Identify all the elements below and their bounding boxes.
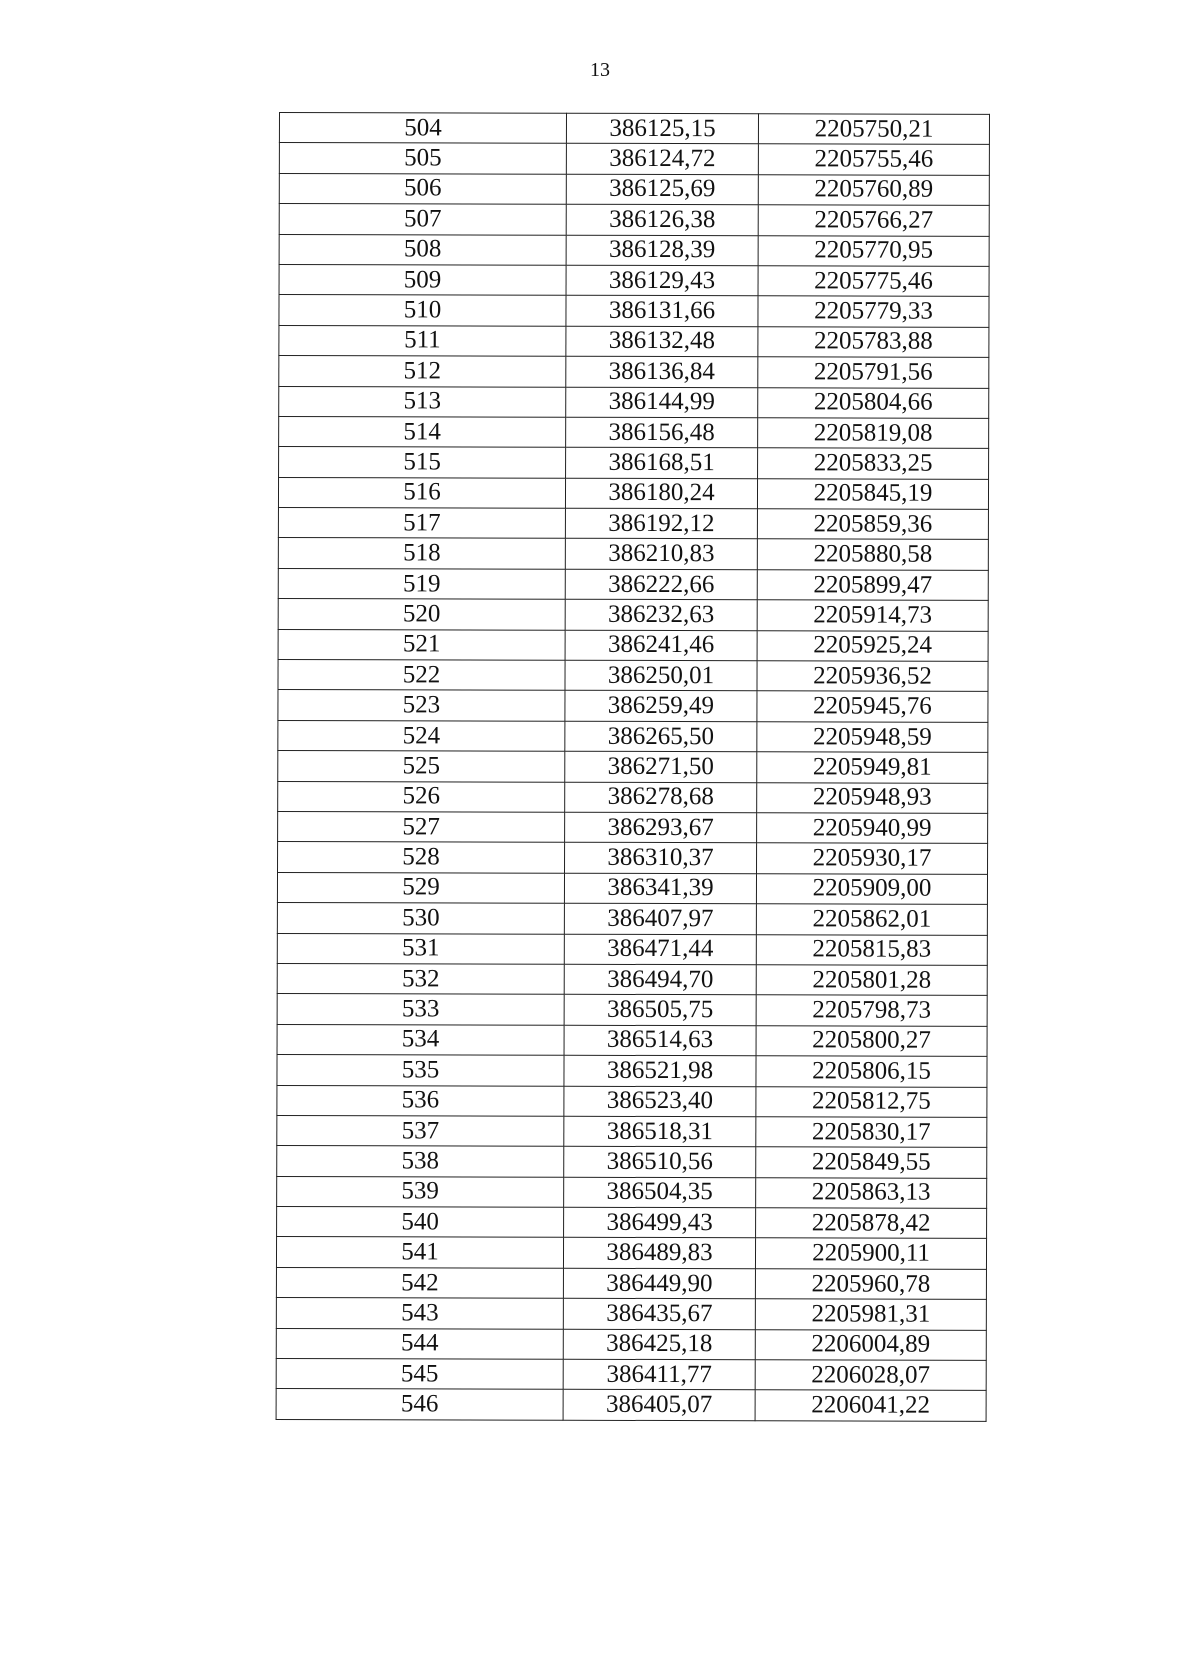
point-number-cell: 536 [277,1085,564,1116]
point-number-cell: 528 [278,842,565,873]
table-row [277,933,987,965]
y-coordinate-cell: 2205779,33 [758,296,989,327]
y-coordinate-cell: 2205775,46 [758,266,989,297]
point-number-cell: 532 [277,963,564,994]
table-row [279,143,989,175]
point-number-cell: 538 [277,1146,564,1177]
y-coordinate-cell: 2205766,27 [758,205,989,236]
y-coordinate-cell: 2205750,21 [758,114,989,145]
table-row [278,477,988,509]
x-coordinate-cell: 386144,99 [566,387,758,418]
table-row [277,1085,987,1117]
x-coordinate-cell: 386521,98 [564,1055,756,1086]
x-coordinate-cell: 386126,38 [566,204,758,235]
point-number-cell: 525 [278,751,565,782]
y-coordinate-cell: 2205880,58 [757,539,988,570]
table-row [278,599,988,631]
point-number-cell: 522 [278,660,565,691]
x-coordinate-cell: 386514,63 [564,1025,756,1056]
x-coordinate-cell: 386156,48 [566,417,758,448]
table-row [278,660,988,692]
point-number-cell: 535 [277,1055,564,1086]
x-coordinate-cell: 386271,50 [565,751,757,782]
y-coordinate-cell: 2205833,25 [758,448,989,479]
point-number-cell: 520 [278,599,565,630]
table-row [279,416,989,448]
x-coordinate-cell: 386293,67 [565,812,757,843]
x-coordinate-cell: 386210,83 [565,539,757,570]
point-number-cell: 519 [278,568,565,599]
table-row [278,842,988,874]
table-row [277,1024,987,1056]
table-row [277,963,987,995]
x-coordinate-cell: 386250,01 [565,660,757,691]
point-number-cell: 510 [279,295,566,326]
point-number-cell: 530 [277,903,564,934]
y-coordinate-cell: 2205755,46 [758,144,989,175]
y-coordinate-cell: 2205925,24 [757,630,988,661]
point-number-cell: 515 [279,447,566,478]
y-coordinate-cell: 2205798,73 [756,995,987,1026]
point-number-cell: 507 [279,204,566,235]
table-row [277,1055,987,1087]
x-coordinate-cell: 386180,24 [565,478,757,509]
point-number-cell: 524 [278,720,565,751]
table-row [278,568,988,600]
y-coordinate-cell: 2205791,56 [758,357,989,388]
x-coordinate-cell: 386435,67 [563,1298,755,1329]
table-row [278,508,988,540]
table-row [279,204,989,236]
x-coordinate-cell: 386131,66 [566,296,758,327]
table-row [277,1115,987,1147]
coordinates-table [276,112,990,1422]
y-coordinate-cell: 2205812,75 [756,1086,987,1117]
point-number-cell: 504 [279,113,566,144]
x-coordinate-cell: 386523,40 [564,1086,756,1117]
point-number-cell: 537 [277,1115,564,1146]
y-coordinate-cell: 2205960,78 [755,1269,986,1300]
y-coordinate-cell: 2205783,88 [758,326,989,357]
point-number-cell: 521 [278,629,565,660]
y-coordinate-cell: 2205945,76 [757,691,988,722]
x-coordinate-cell: 386132,48 [566,326,758,357]
coordinates-table-body [276,113,989,1422]
table-row [276,1328,986,1360]
y-coordinate-cell: 2205760,89 [758,175,989,206]
y-coordinate-cell: 2205801,28 [756,965,987,996]
table-row [279,173,989,205]
table-row [278,751,988,783]
y-coordinate-cell: 2205940,99 [757,813,988,844]
y-coordinate-cell: 2205878,42 [756,1208,987,1239]
x-coordinate-cell: 386505,75 [564,995,756,1026]
point-number-cell: 513 [279,386,566,417]
y-coordinate-cell: 2206004,89 [755,1329,986,1360]
y-coordinate-cell: 2205804,66 [758,387,989,418]
y-coordinate-cell: 2206041,22 [755,1390,986,1421]
x-coordinate-cell: 386265,50 [565,721,757,752]
table-row [279,447,989,479]
y-coordinate-cell: 2205930,17 [757,843,988,874]
point-number-cell: 527 [278,811,565,842]
point-number-cell: 544 [276,1328,563,1359]
table-row [279,356,989,388]
table-row [277,903,987,935]
x-coordinate-cell: 386341,39 [564,873,756,904]
point-number-cell: 516 [278,477,565,508]
point-number-cell: 533 [277,994,564,1025]
point-number-cell: 531 [277,933,564,964]
point-number-cell: 545 [276,1359,563,1390]
table-row [279,264,989,296]
point-number-cell: 506 [279,173,566,204]
table-row [277,994,987,1026]
table-row [279,113,989,145]
x-coordinate-cell: 386125,15 [566,113,758,144]
x-coordinate-cell: 386222,66 [565,569,757,600]
x-coordinate-cell: 386489,83 [563,1238,755,1269]
point-number-cell: 541 [276,1237,563,1268]
x-coordinate-cell: 386425,18 [563,1329,755,1360]
point-number-cell: 508 [279,234,566,265]
table-row [278,811,988,843]
x-coordinate-cell: 386124,72 [566,144,758,175]
table-row [276,1237,986,1269]
x-coordinate-cell: 386411,77 [563,1359,755,1390]
point-number-cell: 505 [279,143,566,174]
point-number-cell: 542 [276,1267,563,1298]
x-coordinate-cell: 386241,46 [565,630,757,661]
point-number-cell: 529 [277,872,564,903]
x-coordinate-cell: 386128,39 [566,235,758,266]
x-coordinate-cell: 386518,31 [564,1116,756,1147]
table-row [278,720,988,752]
y-coordinate-cell: 2205981,31 [755,1299,986,1330]
x-coordinate-cell: 386449,90 [563,1268,755,1299]
point-number-cell: 543 [276,1298,563,1329]
y-coordinate-cell: 2205849,55 [756,1147,987,1178]
point-number-cell: 509 [279,264,566,295]
y-coordinate-cell: 2205948,93 [757,782,988,813]
table-row [278,781,988,813]
page-number: 13 [590,59,610,81]
point-number-cell: 514 [279,416,566,447]
table-row [277,1176,987,1208]
point-number-cell: 526 [278,781,565,812]
point-number-cell: 511 [279,325,566,356]
table-row [279,295,989,327]
x-coordinate-cell: 386499,43 [564,1207,756,1238]
x-coordinate-cell: 386310,37 [565,843,757,874]
y-coordinate-cell: 2205819,08 [758,418,989,449]
y-coordinate-cell: 2205830,17 [756,1117,987,1148]
y-coordinate-cell: 2205859,36 [757,509,988,540]
point-number-cell: 523 [278,690,565,721]
y-coordinate-cell: 2205806,15 [756,1056,987,1087]
table-row [276,1359,986,1391]
x-coordinate-cell: 386510,56 [564,1147,756,1178]
y-coordinate-cell: 2205948,59 [757,722,988,753]
table-row [276,1389,986,1421]
x-coordinate-cell: 386407,97 [564,903,756,934]
x-coordinate-cell: 386125,69 [566,174,758,205]
table-row [276,1298,986,1330]
table-row [277,872,987,904]
x-coordinate-cell: 386259,49 [565,691,757,722]
point-number-cell: 534 [277,1024,564,1055]
y-coordinate-cell: 2205815,83 [756,934,987,965]
y-coordinate-cell: 2205900,11 [755,1238,986,1269]
x-coordinate-cell: 386136,84 [566,356,758,387]
y-coordinate-cell: 2205800,27 [756,1025,987,1056]
table-row [277,1207,987,1239]
x-coordinate-cell: 386494,70 [564,964,756,995]
point-number-cell: 517 [278,508,565,539]
table-row [279,325,989,357]
x-coordinate-cell: 386278,68 [565,782,757,813]
y-coordinate-cell: 2205914,73 [757,600,988,631]
y-coordinate-cell: 2205863,13 [756,1177,987,1208]
table-row [279,234,989,266]
y-coordinate-cell: 2205909,00 [756,874,987,905]
table-row [277,1146,987,1178]
point-number-cell: 540 [277,1207,564,1238]
point-number-cell: 518 [278,538,565,569]
x-coordinate-cell: 386471,44 [564,934,756,965]
x-coordinate-cell: 386504,35 [564,1177,756,1208]
y-coordinate-cell: 2205936,52 [757,661,988,692]
table-row [279,386,989,418]
point-number-cell: 512 [279,356,566,387]
y-coordinate-cell: 2205899,47 [757,570,988,601]
point-number-cell: 546 [276,1389,563,1420]
point-number-cell: 539 [277,1176,564,1207]
y-coordinate-cell: 2205770,95 [758,235,989,266]
x-coordinate-cell: 386192,12 [565,508,757,539]
x-coordinate-cell: 386232,63 [565,600,757,631]
table-row [276,1267,986,1299]
table-row [278,629,988,661]
y-coordinate-cell: 2205862,01 [756,904,987,935]
y-coordinate-cell: 2206028,07 [755,1360,986,1391]
x-coordinate-cell: 386405,07 [563,1390,755,1421]
y-coordinate-cell: 2205845,19 [757,478,988,509]
x-coordinate-cell: 386168,51 [566,448,758,479]
x-coordinate-cell: 386129,43 [566,265,758,296]
table-row [278,538,988,570]
table-row [278,690,988,722]
y-coordinate-cell: 2205949,81 [757,752,988,783]
